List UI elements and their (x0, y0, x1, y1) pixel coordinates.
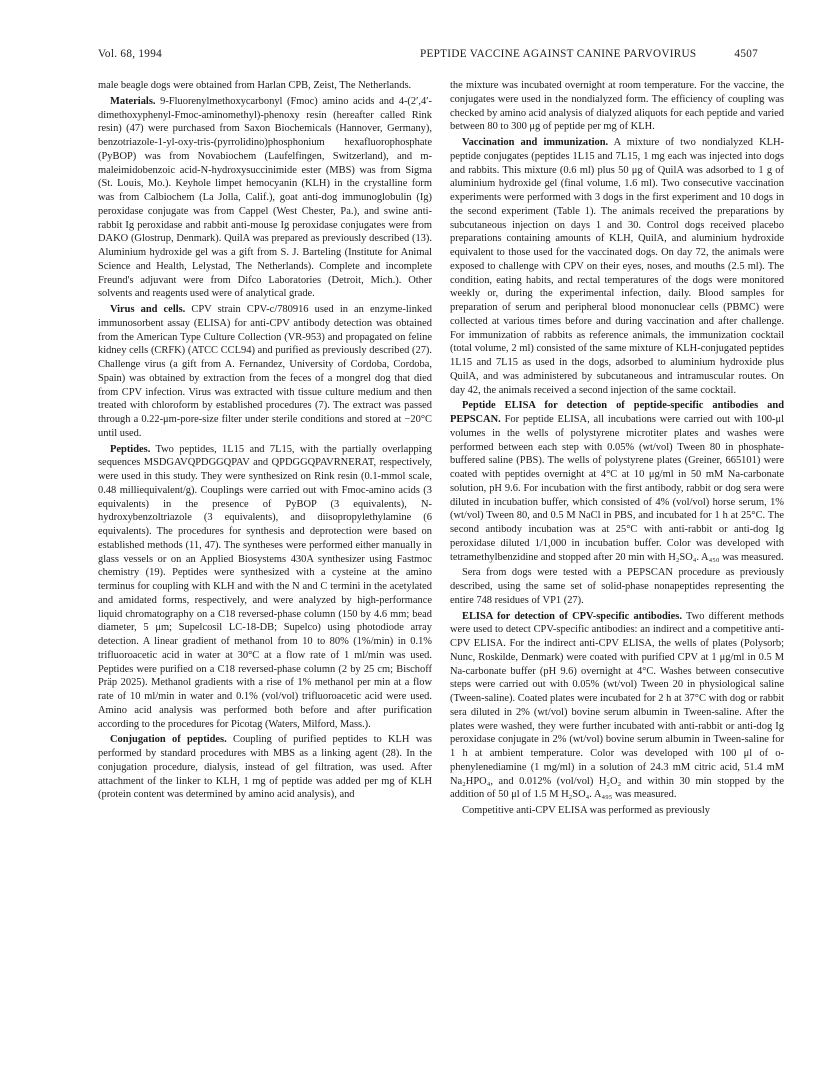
right-column (450, 79, 784, 818)
vaccination-heading: Vaccination and immunization. (462, 137, 609, 148)
peptides-text: Two peptides, 1L15 and 7L15, with the partially overlapping sequences MSDGAVQPDGGQPAV and QPDGGQPAVRNERAT, respectively, were used in this study. They were synthesized on Rink resin (0.1-mmol scale, 0.48 milliequivalent/g). Couplings were carried out with Fmoc-amino acids (3 equivalents) in the presence of PyBOP (3 equivalents), N-hydroxybenzoltriazole (3 equivalents), and diisopropylethylamine (6 equivalents). The procedures for synthesis and deprotection were based on established methods (11, 47). The syntheses were performed either manually in glass vessels or on an Applied Biosystems 430A synthesizer using Fastmoc chemistry (19). Peptides were synthesized with a cysteine at the amino terminus for coupling with KLH and with the N and C termini in the acetylated and amidated forms, respectively, and were analyzed by high-performance liquid chromatography on a C18 reversed-phase column (150 by 4.6 mm; bead diameter, 5 μm; Supelcosil LC-18-DB; Supelco) using photodiode array detection. A linear gradient of methanol from 10 to 80% (1%/min) in 0.1% trifluoroacetic acid in water at 30°C at a flow rate of 1 ml/min was used. Peptides were purified on a C18 reversed-phase column (2 by 25 cm; Bischoff Präp 2025). Methanol gradients with a rise of 1% methanol per min at a flow rate of 10 ml/min in water and 0.1% (vol/vol) trifluoroacetic acid were used. Amino acid analysis was performed both before and after purification according to the procedures for Picotag (Waters, Milford, Mass.). (98, 443, 432, 730)
section-virus-and-cells (98, 303, 432, 441)
peptide-elisa-heading: Peptide ELISA for detection of peptide-specific antibodies and PEPSCAN. (450, 400, 784, 425)
section-cpv-elisa (450, 610, 784, 803)
conjugation-text: Coupling of purified peptides to KLH was performed by standard procedures with MBS as a linking agent (28). In the conjugation procedure, dialysis, instead of gel filtration, was used. After attachment of the linker to KLH, 1 mg of peptide was added per mg of KLH (protein content was determined by amino acid analysis), and (98, 734, 432, 801)
materials-heading: Materials. (110, 95, 156, 107)
section-vaccination (450, 136, 784, 397)
peptides-heading: Peptides. (110, 443, 151, 455)
vaccination-text: A mixture of two nondialyzed KLH-peptide conjugates (peptides 1L15 and 7L15, 1 mg each was injected into dogs and rabbits. This mixture (0.6 ml) plus 50 μg of QuilA was adsorbed to 1 g of aluminium hydroxide gel (final volume, 1.6 ml). Two consecutive vaccination experiments were performed with 3 dogs in the first experiment and 10 dogs in the second experiment (Table 1). The animals received the preparations by subcutaneous injection on days 1 and 30. Control dogs received placebo preparations containing amounts of KLH, QuilA, and aluminium hydroxide equivalent to those used for the vaccinated dogs. On day 72, the animals were exposed to challenge with CPV on their eyes, noses, and mouths (2.5 ml). The condition, eating habits, and rectal temperatures of the dogs were monitored weekly or, during the experimental infection, daily. Blood samples for preparation of serum and peripheral blood mononuclear cells (PBMC) were collected at various times before and during vaccination and after challenge. For immunization of rabbits as reference animals, the immunization cocktail (total volume, 2 ml) consisted of the same mixture of KLH-conjugated peptides 1L15 and 7L15 as used in the dogs, adsorbed to aluminium hydroxide plus QuilA, and was administered by subcutaneous and intramuscular routes. On day 42, the animals received a second injection of the same cocktail. (450, 137, 784, 396)
conjugation-heading: Conjugation of peptides. (110, 734, 227, 746)
cpv-elisa-heading: ELISA for detection of CPV-specific antibodies. (462, 610, 682, 622)
section-conjugation (98, 733, 432, 802)
section-materials (98, 95, 432, 301)
paragraph-pepscan: Sera from dogs were tested with a PEPSCAN procedure as previously described, using the same set of solid-phase nonapeptides representing the entire 748 residues of VP1 (27). (450, 567, 784, 606)
page-header (98, 48, 758, 64)
volume-year: Vol. 68, 1994 (98, 48, 162, 60)
virus-cells-text: CPV strain CPV-c/780916 used in an enzyme-linked immunosorbent assay (ELISA) for anti-CPV antibody detection was obtained from the American Type Culture Collection (VR-953) and propagated on feline kidney cells (CRFK) (ATCC CCL94) and purified as previously described (27). Challenge virus (a gift from A. Fernandez, University of Cordoba, Cordoba, Spain) was obtained by extraction from the feces of a mongrel dog that died from CPV infection. Virus was extracted with tissue culture medium and then treated with chloroform by established procedures (7). The extract was passed through a 0.22-μm-pore-size filter under sterile conditions and stored at −20°C until used. (98, 304, 432, 439)
page-number: 4507 (734, 48, 758, 60)
peptide-elisa-text: For peptide ELISA, all incubations were carried out with 100-μl volumes in the wells of polystyrene microtiter plates and washes were performed between each step with 0.05% (wt/vol) Tween 80 in phosphate-buffered saline (PBS). The wells of polystyrene plates (Greiner, 665101) were coated with peptides overnight at 4°C at 10 μg/ml in 50 mM Na-carbonate solution, pH 9.6. For incubation with the first antibody, rabbit or dog sera were diluted in incubation buffer, which consisted of 4% (vol/vol) horse serum, 1% (wt/vol) Tween 80, and 0.5 M NaCl in PBS, and incubated for 1 h at 25°C. The second antibody incubation was at 25°C with anti-rabbit or anti-dog Ig peroxidase diluted 1/1,000 in incubation buffer. Color was developed with tetramethylbenzidine and stopped after 20 min with H₂SO₄. A₄₅₀ was measured. (450, 414, 784, 563)
section-peptides (98, 443, 432, 732)
materials-text: 9-Fluorenylmethoxycarbonyl (Fmoc) amino acids and 4-(2′,4′-dimethoxyphenyl-Fmoc-aminomethyl)-phenoxy resin (hereafter called Rink resin) (47) were purchased from Saxon Biochemicals (Hannover, Germany), benzotriazole-1-yl-oxy-tris-(pyrrolidino)phosphonium hexafluorophosphate (PyBOP) was from Novabiochem (Laufelfingen, Switzerland), and m-maleimidobenzoic acid-N-hydroxysuccinimide ester (MBS) was from Sigma (St. Louis, Mo.). Keyhole limpet hemocyanin (KLH) in the crystalline form was from Calbiochem (La Jolla, Calif.), goat anti-dog immunoglobulin (Ig) peroxidase conjugate was from Cappel (West Chester, Pa.), and swine anti-rabbit Ig peroxidase and rabbit anti-mouse Ig peroxidase conjugates were from DAKO (Glostrup, Denmark). QuilA was prepared as previously described (13). Aluminium hydroxide gel was a gift from S. J. Barteling (Institute for Animal Science and Health, Lelystad, The Netherlands). Complete and incomplete Freund's adjuvant were from Difco Laboratories (Detroit, Mich.). Other solvents and reagents used were of analytical grade. (98, 95, 432, 300)
paragraph-conjugation-continued: the mixture was incubated overnight at room temperature. For the vaccine, the conjugates were used in the nondialyzed form. The efficiency of coupling was checked by amino acid analysis of dialyzed aliquots for each peptide and varied between 80 to 300 μg of peptide per mg of KLH. (450, 80, 784, 133)
left-column (98, 79, 432, 802)
section-peptide-elisa (450, 399, 784, 564)
paragraph-animals-continued: male beagle dogs were obtained from Harlan CPB, Zeist, The Netherlands. (98, 80, 412, 91)
running-title: PEPTIDE VACCINE AGAINST CANINE PARVOVIRUS (420, 48, 697, 60)
virus-cells-heading: Virus and cells. (110, 304, 186, 315)
paragraph-competitive-elisa: Competitive anti-CPV ELISA was performed as previously (462, 805, 710, 816)
cpv-elisa-text: Two different methods were used to detect CPV-specific antibodies: an indirect and a competitive anti-CPV ELISA. For the indirect anti-CPV ELISA, the wells of plates (Polysorb; Nunc, Roskilde, Denmark) were coated with purified CPV at 1 μg/ml in 0.5 M Na-carbonate buffer (pH 9.6) overnight at 4°C. Washes between consecutive steps were carried out with 0.05% (wt/vol) Tween 20 in physiological saline (Tween-saline). Coated plates were incubated for 2 h at 37°C with dog or rabbit sera diluted in 2% (wt/vol) bovine serum albumin in Tween-saline. After the plates were washed, they were further incubated with anti-rabbit or anti-dog Ig peroxidase conjugate in 2% (wt/vol) bovine serum albumin in Tween-saline for 1 h at ambient temperature. Color was developed with 100 μl of o-phenylenediamine (1 mg/ml) in a solution of 24.3 mM citric acid, 51.4 mM Na₂HPO₄, and 0.012% (vol/vol) H₂O₂ and within 30 min stopped by the addition of 50 μl of 1.5 M H₂SO₄. A₄₉₅ was measured. (450, 610, 784, 801)
